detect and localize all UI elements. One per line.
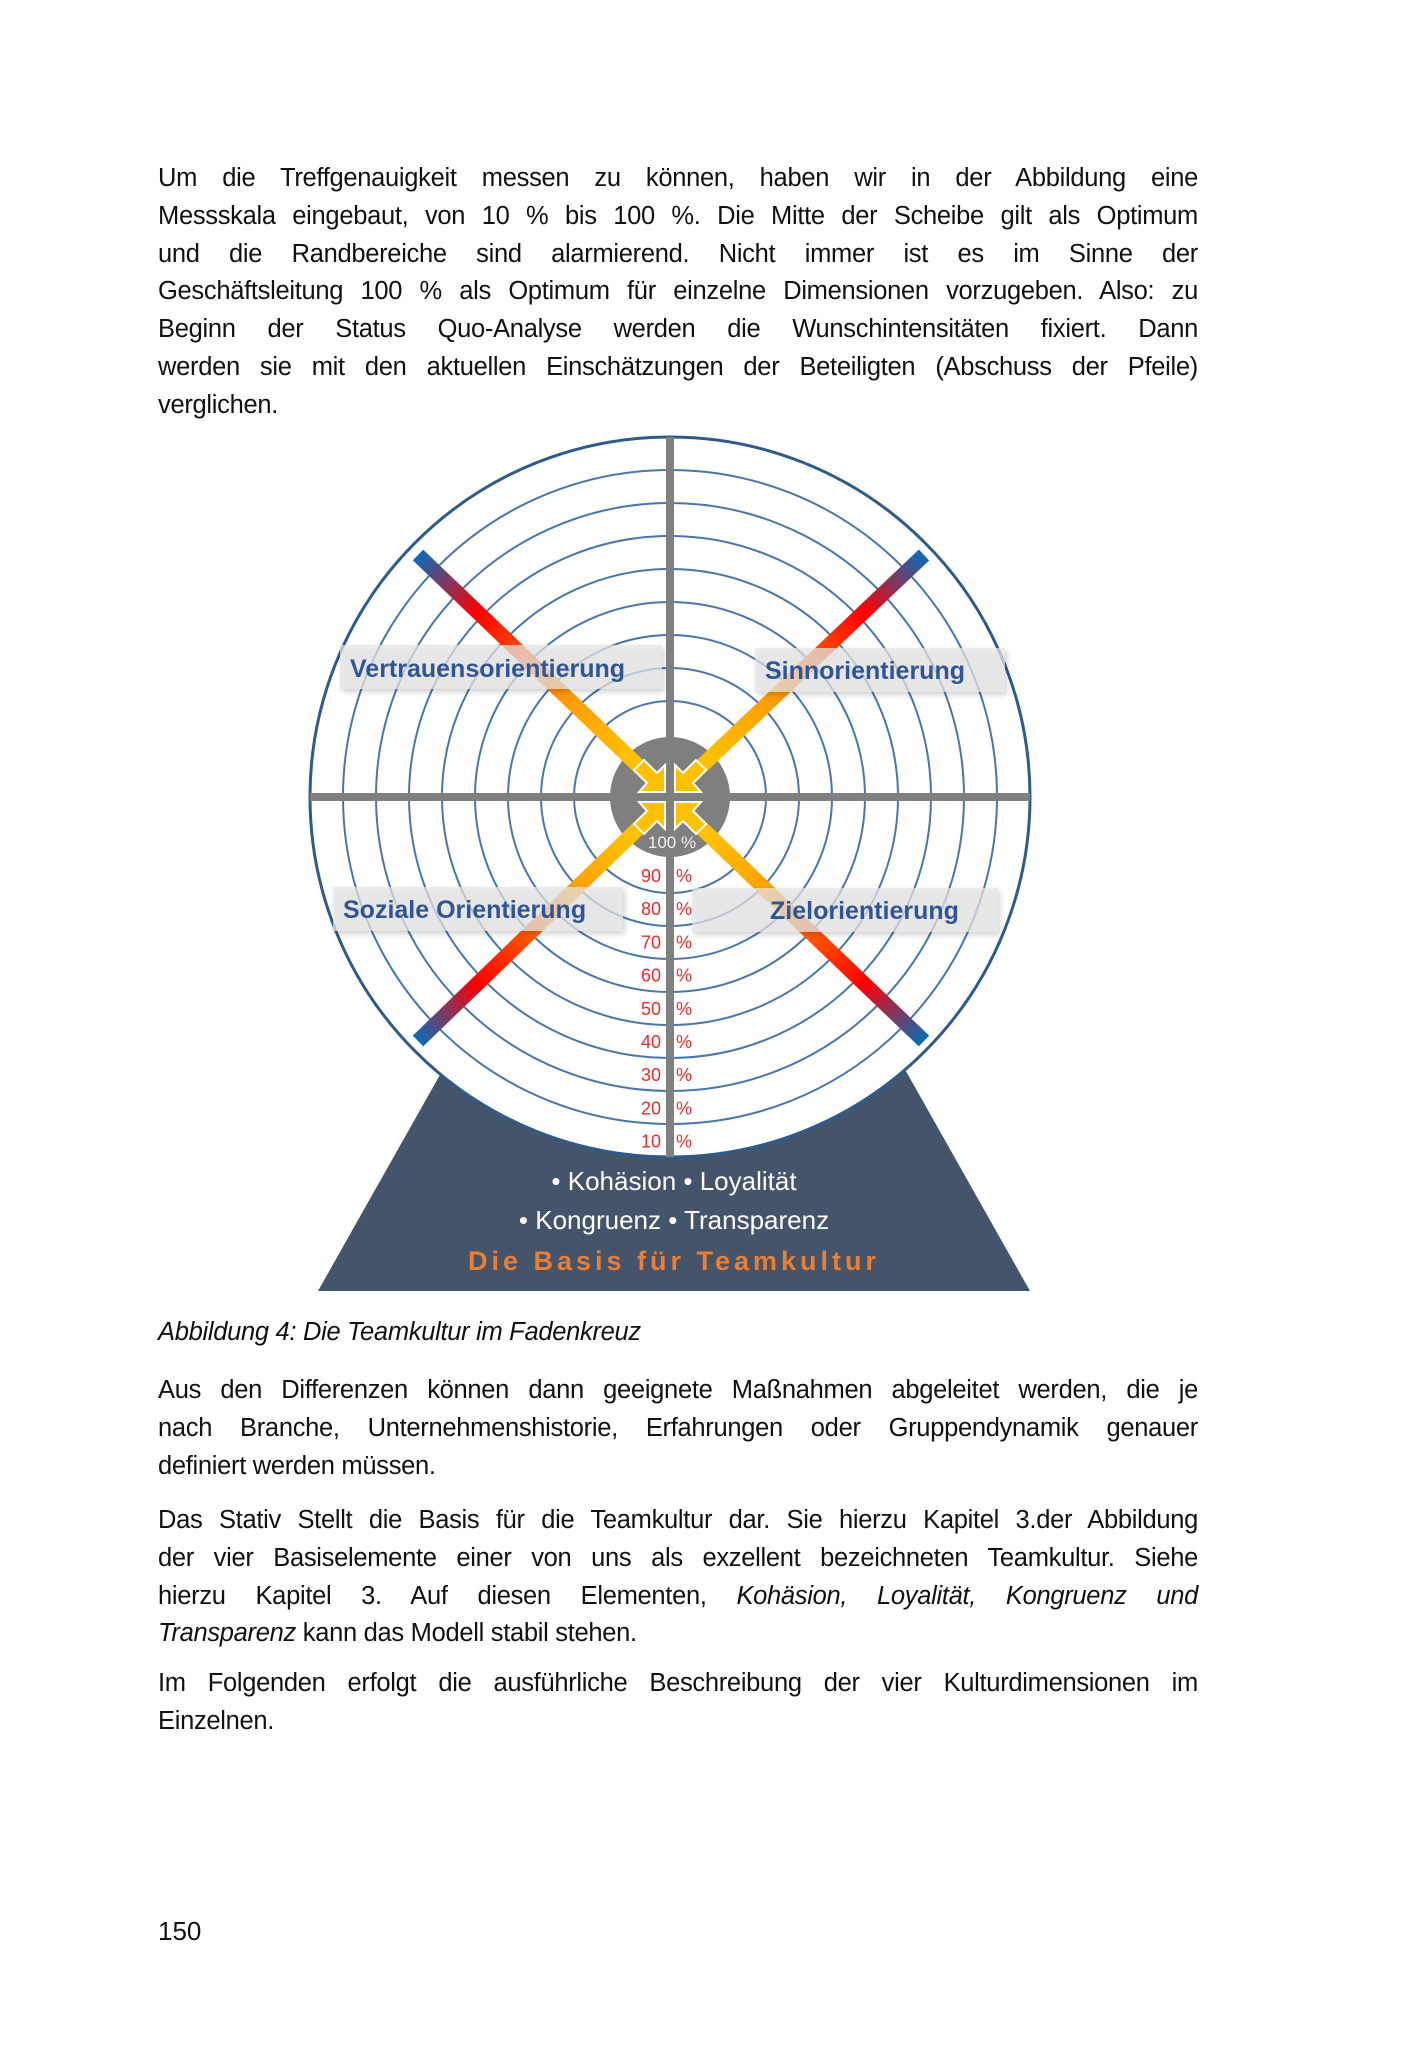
text-line: und die Randbereiche sind alarmierend. Nicht immer ist es im Sinne der xyxy=(158,239,1198,268)
scale-value: 50 xyxy=(640,998,661,1019)
text-line xyxy=(158,1615,1198,1653)
text-line: Das Stativ Stellt die Basis für die Teamkultur dar. Sie hierzu Kapitel 3.der Abbildung xyxy=(158,1506,1198,1534)
paragraph-measures xyxy=(158,1372,1198,1485)
text-plain: kann das Modell stabil stehen. xyxy=(302,1619,637,1648)
base-title: Die Basis für Teamkultur xyxy=(467,1246,881,1276)
scale-unit: % xyxy=(676,932,693,953)
text-line: definiert werden müssen. xyxy=(158,1451,436,1480)
label-text: Vertrauensorientierung xyxy=(350,655,626,683)
page-number: 150 xyxy=(158,1916,202,1946)
paragraph-outlook xyxy=(158,1665,1198,1741)
label-text: Sinnorientierung xyxy=(765,657,965,685)
figure-caption: Abbildung 4: Die Teamkultur im Fadenkreuz xyxy=(158,1318,641,1346)
scale-unit: % xyxy=(676,1065,693,1086)
scale-unit: % xyxy=(676,1131,693,1152)
scale-unit: % xyxy=(676,965,693,986)
label-text: Zielorientierung xyxy=(770,897,959,925)
scale-unit: % xyxy=(676,998,693,1019)
text-line xyxy=(158,1578,1198,1616)
scale-value: 10 xyxy=(640,1131,661,1152)
scale-unit: % xyxy=(676,1032,693,1052)
text-line: Um die Treffgenauigkeit messen zu können, haben wir in der Abbildung eine xyxy=(158,164,1198,192)
text-italic: Transparenz xyxy=(158,1619,296,1648)
label-sinnorientierung xyxy=(755,648,1005,692)
text-plain: hierzu Kapitel 3. Auf diesen Elementen, xyxy=(158,1581,707,1610)
scale-value: 30 xyxy=(640,1065,661,1086)
base-line-2: • Kongruenz • Transparenz xyxy=(518,1205,830,1235)
text-line: Aus den Differenzen können dann geeignete Maßnahmen abgeleitet werden, die je xyxy=(158,1376,1198,1404)
text-line: Im Folgenden erfolgt die ausführliche Beschreibung der vier Kulturdimensionen im xyxy=(158,1669,1198,1697)
scale-value: 70 xyxy=(640,932,661,953)
label-vertrauensorientierung xyxy=(340,645,662,689)
scale-value: 60 xyxy=(640,965,661,986)
text-line: Geschäftsleitung 100 % als Optimum für einzelne Dimensionen vorzugeben. Also: zu xyxy=(158,277,1198,306)
scale-unit: % xyxy=(676,866,693,886)
scale-value: 40 xyxy=(640,1032,661,1052)
base-line-1: • Kohäsion • Loyalität xyxy=(551,1166,797,1196)
text-italic: Kohäsion, Loyalität, Kongruenz und xyxy=(736,1581,1198,1610)
text-line: Einzelnen. xyxy=(158,1706,275,1735)
scale-value: 90 xyxy=(640,866,661,886)
text-line: der vier Basiselemente einer von uns als exzellent bezeichneten Teamkultur. Siehe xyxy=(158,1543,1198,1572)
scale-unit: % xyxy=(676,899,693,920)
text-line: Beginn der Status Quo-Analyse werden die Wunschintensitäten fixiert. Dann xyxy=(158,315,1198,344)
scale-value: 80 xyxy=(640,899,661,920)
scale-value: 20 xyxy=(640,1098,661,1119)
text-line: Messskala eingebaut, von 10 % bis 100 %. Die Mitte der Scheibe gilt als Optimum xyxy=(158,201,1198,230)
label-soziale-orientierung xyxy=(333,887,623,931)
text-line: nach Branche, Unternehmenshistorie, Erfahrungen oder Gruppendynamik genauer xyxy=(158,1413,1198,1442)
scale-unit: % xyxy=(676,1098,693,1119)
label-zielorientierung xyxy=(692,888,998,932)
paragraph-basis xyxy=(158,1502,1198,1653)
text-line: werden sie mit den aktuellen Einschätzungen der Beteiligten (Abschuss der Pfeile) xyxy=(158,352,1198,381)
text-line: verglichen. xyxy=(158,390,279,419)
label-text: Soziale Orientierung xyxy=(343,896,587,924)
center-label: 100 % xyxy=(647,833,697,852)
